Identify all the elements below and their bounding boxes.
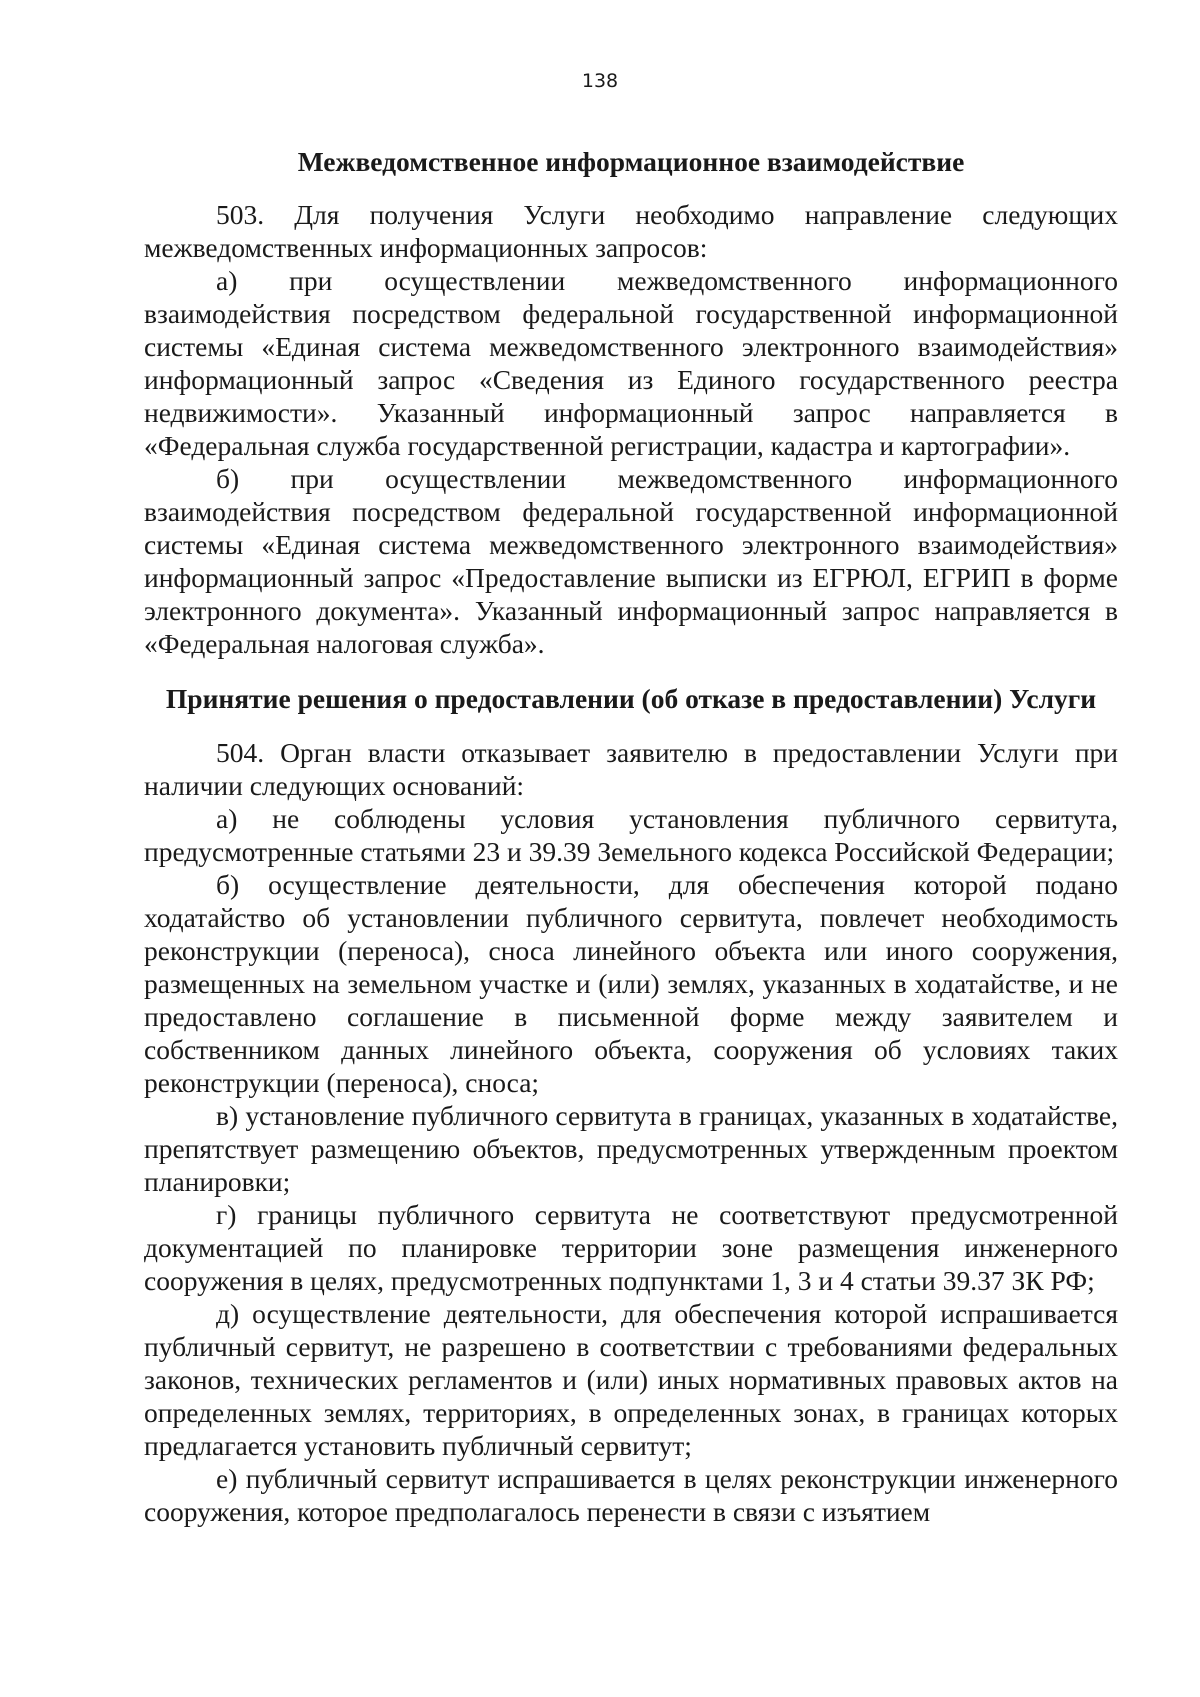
paragraph-504: 504. Орган власти отказывает заявителю в предоставлении Услуги при наличии следующих оснований:: [144, 737, 1118, 801]
paragraph-503-b: б) при осуществлении межведомственного информационного взаимодействия посредством федеральной государственной информационной системы «Единая система межведомственного электронного взаимодействия» информационный запрос «Предоставление выписки из ЕГРЮЛ, ЕГРИП в форме электронного документа». Указанный информационный запрос направляется в «Федеральная налоговая служба».: [144, 463, 1118, 659]
document-body: [144, 145, 1118, 1528]
page-number: 138: [581, 70, 619, 92]
paragraph-504-g: г) границы публичного сервитута не соответствуют предусмотренной документацией по планировке территории зоне размещения инженерного сооружения в целях, предусмотренных подпунктами 1, 3 и 4 статьи 39.37 ЗК РФ;: [144, 1199, 1118, 1296]
section-heading-decision: Принятие решения о предоставлении (об отказе в предоставлении) Услуги: [165, 683, 1097, 714]
section-heading-interagency: Межведомственное информационное взаимодействие: [297, 146, 965, 177]
paragraph-504-e: е) публичный сервитут испрашивается в целях реконструкции инженерного сооружения, которое предполагалось перенести в связи с изъятием: [144, 1463, 1118, 1527]
paragraph-504-d: д) осуществление деятельности, для обеспечения которой испрашивается публичный сервитут, не разрешено в соответствии с требованиями федеральных законов, технических регламентов и (или) иных нормативных правовых актов на определенных землях, территориях, в определенных зонах, в границах которых предлагается установить публичный сервитут;: [144, 1298, 1118, 1461]
paragraph-504-b: б) осуществление деятельности, для обеспечения которой подано ходатайство об установлении публичного сервитута, повлечет необходимость реконструкции (переноса), сноса линейного объекта или иного сооружения, размещенных на земельном участке и (или) землях, указанных в ходатайстве, и не предоставлено соглашение в письменной форме между заявителем и собственником данных линейного объекта, сооружения об условиях таких реконструкции (переноса), сноса;: [144, 869, 1118, 1098]
paragraph-504-v: в) установление публичного сервитута в границах, указанных в ходатайстве, препятствует размещению объектов, предусмотренных утвержденным проектом планировки;: [144, 1100, 1118, 1197]
paragraph-504-a: а) не соблюдены условия установления публичного сервитута, предусмотренные статьями 23 и 39.39 Земельного кодекса Российской Федерации;: [144, 803, 1118, 867]
paragraph-503: 503. Для получения Услуги необходимо направление следующих межведомственных информационных запросов:: [144, 199, 1118, 263]
paragraph-503-a: а) при осуществлении межведомственного информационного взаимодействия посредством федеральной государственной информационной системы «Единая система межведомственного электронного взаимодействия» информационный запрос «Сведения из Единого государственного реестра недвижимости». Указанный информационный запрос направляется в «Федеральная служба государственной регистрации, кадастра и картографии».: [144, 265, 1118, 461]
